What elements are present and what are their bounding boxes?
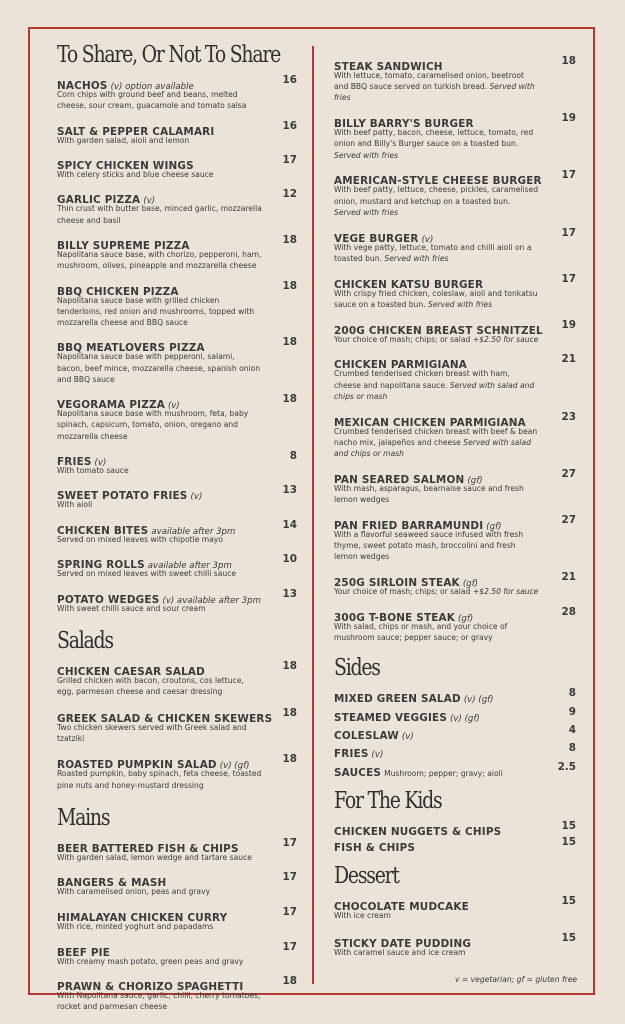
menu-item-name: VEGORAMA PIZZA <box>57 399 165 412</box>
menu-item <box>57 484 297 510</box>
menu-item-name: BEER BATTERED FISH & CHIPS <box>57 842 239 855</box>
menu-item-price: 13 <box>282 484 297 497</box>
menu-item-description-text: Thin crust with butter base, minced garlic, mozzarella cheese and basil <box>57 204 262 225</box>
menu-item-description-text: Napolitana sauce base with pepperoni, salami, bacon, beef mince, mozzarella cheese, spanish onion and BBQ sauce <box>57 352 261 384</box>
menu-item <box>334 819 576 838</box>
section-kids <box>334 787 576 855</box>
menu-item-header <box>57 153 297 172</box>
menu-item-header <box>334 605 576 624</box>
menu-item-header <box>57 393 297 412</box>
menu-item-note: Served with salad and chips or mash <box>334 437 532 459</box>
section-title-kids: For The Kids <box>334 787 442 814</box>
menu-item-name: GREEK SALAD & CHICKEN SKEWERS <box>57 712 273 725</box>
menu-item <box>57 120 297 146</box>
menu-item-description <box>57 89 262 111</box>
mains-left-items <box>57 837 297 1013</box>
menu-item-description-text: Napolitana sauce base with grilled chicken tenderloins, red onion and mushrooms, topped with mozzarella cheese and BBQ sauce <box>57 295 255 327</box>
menu-item-tag: (v) (gf) <box>219 761 250 772</box>
menu-item-price: 23 <box>561 410 576 423</box>
menu-item-description-text: With caramel sauce and ice cream <box>334 947 466 957</box>
menu-item-note: +$2.50 for sauce <box>472 334 539 344</box>
menu-item-name: STICKY DATE PUDDING <box>334 937 472 950</box>
menu-item-name: ROASTED PUMPKIN SALAD <box>57 759 217 772</box>
menu-item-note: Served with fries <box>428 299 493 309</box>
menu-item-price: 17 <box>282 905 297 918</box>
menu-item <box>57 906 297 932</box>
menu-item-price: 9 <box>568 705 576 718</box>
menu-item-name: BILLY BARRY'S BURGER <box>334 118 474 131</box>
kids-items <box>334 819 576 855</box>
menu-item <box>334 932 576 958</box>
menu-item <box>334 169 576 218</box>
menu-item-description-text: Grilled chicken with bacon, croutons, cos lettuce, egg, parmesan cheese and caesar dressing <box>57 675 244 696</box>
section-title-mains: Mains <box>57 804 110 831</box>
menu-item-tag: (v) <box>143 196 156 207</box>
menu-item-name: MIXED GREEN SALAD <box>334 693 461 706</box>
menu-item-name: POTATO WEDGES <box>57 593 160 606</box>
menu-item-name: CHICKEN NUGGETS & CHIPS <box>334 825 502 838</box>
menu-item-description <box>57 351 262 385</box>
menu-item-header <box>334 687 576 706</box>
menu-item <box>57 188 297 225</box>
menu-item-tag: (gf) <box>462 579 478 590</box>
menu-item-name: CHICKEN BITES <box>57 524 149 537</box>
menu-item-name: STEAMED VEGGIES <box>334 711 448 724</box>
menu-item-name: PRAWN & CHORIZO SPAGHETTI <box>57 981 244 994</box>
menu-item <box>57 753 297 790</box>
menu-item-name: SALT & PEPPER CALAMARI <box>57 125 215 138</box>
menu-item-header <box>57 659 297 678</box>
menu-item <box>57 660 297 697</box>
menu-item-name: GARLIC PIZZA <box>57 194 141 207</box>
menu-item-header <box>334 819 576 838</box>
menu-item-price: 15 <box>561 819 576 832</box>
menu-item-description-text: With beef patty, bacon, cheese, lettuce, tomato, red onion and Billy's Burger sauce on a toasted bun. <box>334 128 534 149</box>
mains-right-items <box>334 55 576 643</box>
menu-item-price: 15 <box>561 895 576 908</box>
menu-item <box>57 154 297 180</box>
menu-item-tag: (v) (gf) <box>463 695 494 706</box>
menu-item-description-text: With tomato sauce <box>57 465 129 475</box>
menu-item-description-text: With beef patty, lettuce, cheese, pickles, caramelised onion, mustard and ketchup on a toasted bun. <box>334 185 539 206</box>
menu-item-name: BEEF PIE <box>57 946 111 959</box>
menu-item <box>57 234 297 271</box>
menu-item-description-text: With creamy mash potato, green peas and gravy <box>57 956 244 966</box>
menu-item-header <box>57 188 297 207</box>
menu-item-name: CHICKEN CAESAR SALAD <box>57 665 205 678</box>
menu-item-name: PAN SEARED SALMON <box>334 473 465 486</box>
section-title-dessert: Dessert <box>334 863 399 890</box>
menu-item <box>334 895 576 921</box>
menu-item-header <box>334 318 576 337</box>
menu-item-tag: (v) <box>167 401 180 412</box>
menu-item-description <box>57 295 262 329</box>
menu-item-header <box>334 724 576 742</box>
menu-item-description <box>334 127 539 161</box>
menu-item-price: 17 <box>561 272 576 285</box>
menu-item-price: 18 <box>282 659 297 672</box>
menu-item-description-text: Crumbed tenderised chicken breast with beef & bean nacho mix, jalapeños and cheese <box>334 426 538 447</box>
menu-item-note: Served with fries <box>334 82 535 103</box>
menu-item-description <box>334 483 539 505</box>
menu-item-name: BBQ MEATLOVERS PIZZA <box>57 342 205 355</box>
dietary-footnote: v = vegetarian; gf = gluten free <box>455 975 578 984</box>
menu-item-description-text: With caramelised onion, peas and gravy <box>57 887 211 897</box>
menu-item-tag: (v) <box>421 234 434 245</box>
menu-item <box>334 319 576 345</box>
menu-item-price: 10 <box>282 553 297 566</box>
menu-item-price: 17 <box>282 153 297 166</box>
menu-item-description-text: Your choice of mash; chips; or salad <box>334 587 471 597</box>
menu-item-header <box>334 705 576 724</box>
menu-item-description <box>57 408 262 442</box>
menu-item <box>57 74 297 111</box>
menu-item <box>57 553 297 579</box>
menu-item <box>57 588 297 614</box>
menu-item <box>334 742 576 761</box>
menu-item-header <box>57 553 297 572</box>
menu-item-price: 18 <box>282 336 297 349</box>
menu-item-name: SPRING ROLLS <box>57 559 145 572</box>
menu-item-price: 8 <box>568 687 576 700</box>
left-column <box>57 42 297 1013</box>
menu-item-name: SPICY CHICKEN WINGS <box>57 159 194 172</box>
menu-item-header <box>57 587 297 606</box>
menu-item-header <box>334 513 576 532</box>
menu-item-tag: (v) available after 3pm <box>162 595 261 606</box>
menu-item-description-text: With sweet chilli sauce and sour cream <box>57 603 206 613</box>
menu-item-price: 17 <box>282 940 297 953</box>
menu-item <box>334 112 576 161</box>
menu-item-name: NACHOS <box>57 80 108 92</box>
menu-item-header <box>334 353 576 372</box>
menu-item-note: Served with fries <box>334 150 399 160</box>
menu-item-header <box>334 112 576 131</box>
menu-item-header <box>57 449 297 468</box>
menu-item-header <box>57 905 297 924</box>
menu-item-price: 13 <box>282 587 297 600</box>
menu-item-name: CHICKEN KATSU BURGER <box>334 278 484 291</box>
menu-item-description-text: Corn chips with ground beef and beans, melted cheese, sour cream, guacamole and tomato salsa <box>57 90 247 111</box>
menu-item-note: +$2.50 for sauce <box>472 587 539 597</box>
menu-item-price: 21 <box>561 353 576 366</box>
menu-item <box>334 724 576 742</box>
menu-item-price: 2.5 <box>557 760 576 773</box>
section-sides <box>334 655 576 779</box>
section-mains <box>57 805 297 1013</box>
menu-item-price: 18 <box>282 706 297 719</box>
menu-item-price: 15 <box>561 931 576 944</box>
menu-item-name: CHOCOLATE MUDCAKE <box>334 901 469 914</box>
menu-item <box>334 353 576 402</box>
menu-item-description-text: With Napolitana sauce, garlic, chilli, cherry tomatoes, rocket and parmesan cheese <box>57 991 261 1012</box>
menu-item-description-text: Served on mixed leaves with chipotle mayo <box>57 534 223 544</box>
menu-item-description <box>57 203 262 225</box>
menu-item-description-text: With celery sticks and blue cheese sauce <box>57 169 214 179</box>
menu-item-price: 17 <box>561 226 576 239</box>
menu-item <box>57 280 297 329</box>
menu-item-description <box>334 184 539 218</box>
menu-item <box>57 975 297 1012</box>
menu-item-name: STEAK SANDWICH <box>334 61 443 73</box>
section-title-share: To Share, Or Not To Share <box>57 42 281 68</box>
menu-item-description <box>334 368 539 402</box>
menu-item <box>334 606 576 643</box>
section-share <box>57 42 297 614</box>
menu-item-description-text: Crumbed tenderised chicken breast with ham, cheese and napolitana sauce. <box>334 369 510 390</box>
sides-items <box>334 687 576 779</box>
menu-item-description-text: Roasted pumpkin, baby spinach, feta cheese, toasted pine nuts and honey-mustard dressing <box>57 769 262 790</box>
menu-item-header <box>334 571 576 590</box>
share-items <box>57 74 297 614</box>
menu-item-price: 17 <box>282 871 297 884</box>
menu-item-header <box>57 836 297 855</box>
menu-item-tag: (v) (gf) <box>450 713 480 724</box>
menu-item-description-text: With aioli <box>57 500 93 510</box>
menu-item-description-text: Two chicken skewers served with Greek salad and tzatziki <box>57 722 247 743</box>
menu-item-header <box>334 895 576 914</box>
menu-item-description <box>57 249 262 271</box>
menu-item-tag: available after 3pm <box>151 526 236 537</box>
menu-item-tag: (gf) <box>467 475 483 486</box>
menu-item-header <box>57 871 297 890</box>
menu-item-note: Served with fries <box>334 207 399 217</box>
menu-item-price: 12 <box>282 188 297 201</box>
menu-item-name: FISH & CHIPS <box>334 842 416 855</box>
menu-item-tag: (gf) <box>458 613 474 624</box>
menu-item-header <box>57 975 297 994</box>
menu-item-price: 18 <box>282 233 297 246</box>
menu-item-name: VEGE BURGER <box>334 232 419 245</box>
menu-item-tag: (v) option available <box>110 82 194 92</box>
menu-item <box>57 837 297 863</box>
dessert-items <box>334 895 576 957</box>
menu-item-name: 200G CHICKEN BREAST SCHNITZEL <box>334 324 543 337</box>
menu-item-name: BBQ CHICKEN PIZZA <box>57 285 179 298</box>
menu-item-header <box>334 931 576 950</box>
menu-item-price: 19 <box>561 318 576 331</box>
menu-item-header <box>57 484 297 503</box>
menu-item-header <box>334 467 576 486</box>
menu-item-name: AMERICAN-STYLE CHEESE BURGER <box>334 175 542 188</box>
menu-item-header <box>334 742 576 761</box>
menu-item-description-text: Napolitana sauce base, with chorizo, pepperoni, ham, mushroom, olives, pineapple and mozzarella cheese <box>57 249 262 271</box>
menu-item <box>334 273 576 310</box>
menu-item <box>334 55 576 104</box>
menu-item-description-text: With a flavorful seaweed sauce infused with fresh thyme, sweet potato mash, broccolini and fresh lemon wedges <box>334 529 524 562</box>
menu-item-price: 19 <box>561 112 576 125</box>
menu-item-header <box>334 760 576 779</box>
menu-item-header <box>334 272 576 291</box>
menu-item <box>57 707 297 744</box>
menu-item-description <box>334 426 539 460</box>
menu-item-header <box>57 119 297 138</box>
menu-item-header <box>334 55 576 73</box>
menu-item-price: 17 <box>282 836 297 849</box>
menu-item-price: 18 <box>282 753 297 766</box>
menu-item-description <box>334 70 539 104</box>
menu-item <box>57 941 297 967</box>
menu-item <box>57 519 297 545</box>
menu-item-name: PAN FRIED BARRAMUNDI <box>334 519 484 532</box>
menu-item-price: 18 <box>282 975 297 988</box>
menu-item-name: BILLY SUPREME PIZZA <box>57 239 190 252</box>
menu-item <box>334 468 576 505</box>
section-title-sides: Sides <box>334 655 380 682</box>
menu-item <box>334 411 576 460</box>
menu-item-header <box>57 706 297 725</box>
column-divider <box>312 46 314 984</box>
menu-item-description <box>57 768 262 790</box>
menu-item-name: 250G SIRLOIN STEAK <box>334 577 460 590</box>
menu-item-description <box>334 529 539 563</box>
menu-item <box>334 687 576 706</box>
menu-item-header <box>57 336 297 355</box>
menu-item-header <box>57 279 297 298</box>
menu-item-price: 15 <box>561 836 576 849</box>
menu-item-name: CHICKEN PARMIGIANA <box>334 359 467 372</box>
salads-items <box>57 660 297 791</box>
menu-item-header <box>334 169 576 188</box>
menu-item <box>57 393 297 442</box>
menu-item-price: 18 <box>282 279 297 292</box>
menu-item <box>334 571 576 597</box>
menu-item-price: 4 <box>568 724 576 736</box>
section-dessert <box>334 863 576 957</box>
menu-item <box>334 705 576 724</box>
section-salads <box>57 628 297 791</box>
menu-item-description-text: With garden salad, aioli and lemon <box>57 135 190 145</box>
menu-item-price: 18 <box>561 55 576 67</box>
menu-item-name: FRIES <box>334 748 369 761</box>
menu-item-price: 8 <box>289 449 297 462</box>
menu-item-price: 16 <box>282 74 297 86</box>
menu-item <box>57 336 297 385</box>
menu-item-description-text: With lettuce, tomato, caramelised onion, beetroot and BBQ sauce served on turkish bread. <box>334 71 524 92</box>
menu-item-description <box>334 621 539 643</box>
menu-item-price: 28 <box>561 605 576 618</box>
menu-item-description-text: Your choice of mash; chips; or salad <box>334 334 471 344</box>
menu-item-description-text: With crispy fried chicken, coleslaw, aioli and tonkatsu sauce on a toasted bun. <box>334 288 538 309</box>
menu-item <box>57 871 297 897</box>
menu-item-price: 27 <box>561 513 576 526</box>
menu-item-tag: available after 3pm <box>147 561 232 572</box>
menu-item-name: BANGERS & MASH <box>57 877 167 890</box>
menu-item-price: 14 <box>282 518 297 531</box>
menu-item-name: MEXICAN CHICKEN PARMIGIANA <box>334 416 526 429</box>
menu-item-description <box>57 990 262 1012</box>
menu-item-description-text: Napolitana sauce base with mushroom, feta, baby spinach, capsicum, tomato, onion, oregano and mozzarella cheese <box>57 409 249 441</box>
menu-item <box>334 227 576 264</box>
menu-item-description-text: Served on mixed leaves with sweet chilli sauce <box>57 569 237 579</box>
menu-item <box>334 514 576 563</box>
menu-item-price: 8 <box>568 742 576 755</box>
menu-item-header <box>334 226 576 245</box>
menu-item-description-text: With garden salad, lemon wedge and tartare sauce <box>57 852 252 862</box>
menu-item-header <box>57 518 297 537</box>
menu-item-description-text: With rice, minted yoghurt and papadams <box>57 921 214 931</box>
menu-item-name: SAUCES <box>334 766 382 779</box>
menu-item-description: Mushroom; pepper; gravy; aioli <box>384 768 503 778</box>
menu-item-name: FRIES <box>57 455 92 468</box>
menu-item-tag: (gf) <box>486 521 502 532</box>
menu-item-price: 17 <box>561 169 576 182</box>
menu-item-name: 300G T-BONE STEAK <box>334 611 456 624</box>
menu-item-name: SWEET POTATO FRIES <box>57 490 188 503</box>
menu-item-header <box>57 753 297 772</box>
menu-item-description-text: With salad, chips or mash, and your choice of mushroom sauce; pepper sauce; or gravy <box>334 621 508 643</box>
menu-item-tag: (v) <box>94 457 107 468</box>
menu-item-description-text: With vege patty, lettuce, tomato and chilli aioli on a toasted bun. <box>334 242 532 263</box>
menu-item <box>57 450 297 476</box>
menu-item-price: 21 <box>561 571 576 584</box>
menu-item-header <box>57 233 297 252</box>
section-title-salads: Salads <box>57 627 113 654</box>
menu-item-description-text: With mash, asparagus, bearnaise sauce and fresh lemon wedges <box>334 483 524 505</box>
menu-item-header <box>334 410 576 429</box>
menu-item-price: 27 <box>561 467 576 480</box>
menu-item-name: HIMALAYAN CHICKEN CURRY <box>57 911 228 924</box>
menu-item-tag: (v) <box>190 492 203 503</box>
menu-item-header <box>334 836 576 855</box>
menu-item-description-text: With ice cream <box>334 911 391 921</box>
menu-item-note: Served with salad and chips or mash <box>334 380 535 401</box>
menu-item-price: 18 <box>282 393 297 406</box>
menu-item-tag: (v) <box>371 750 384 761</box>
menu-item-header <box>57 940 297 959</box>
menu-item <box>334 760 576 779</box>
menu-item-note: Served with fries <box>384 253 449 263</box>
menu-item-description <box>57 675 262 697</box>
menu-item-name: COLESLAW <box>334 730 399 742</box>
right-column <box>334 55 576 958</box>
menu-item <box>334 836 576 855</box>
menu-item-price: 16 <box>282 119 297 132</box>
menu-item-header <box>57 74 297 92</box>
menu-item-tag: (v) <box>401 732 414 742</box>
